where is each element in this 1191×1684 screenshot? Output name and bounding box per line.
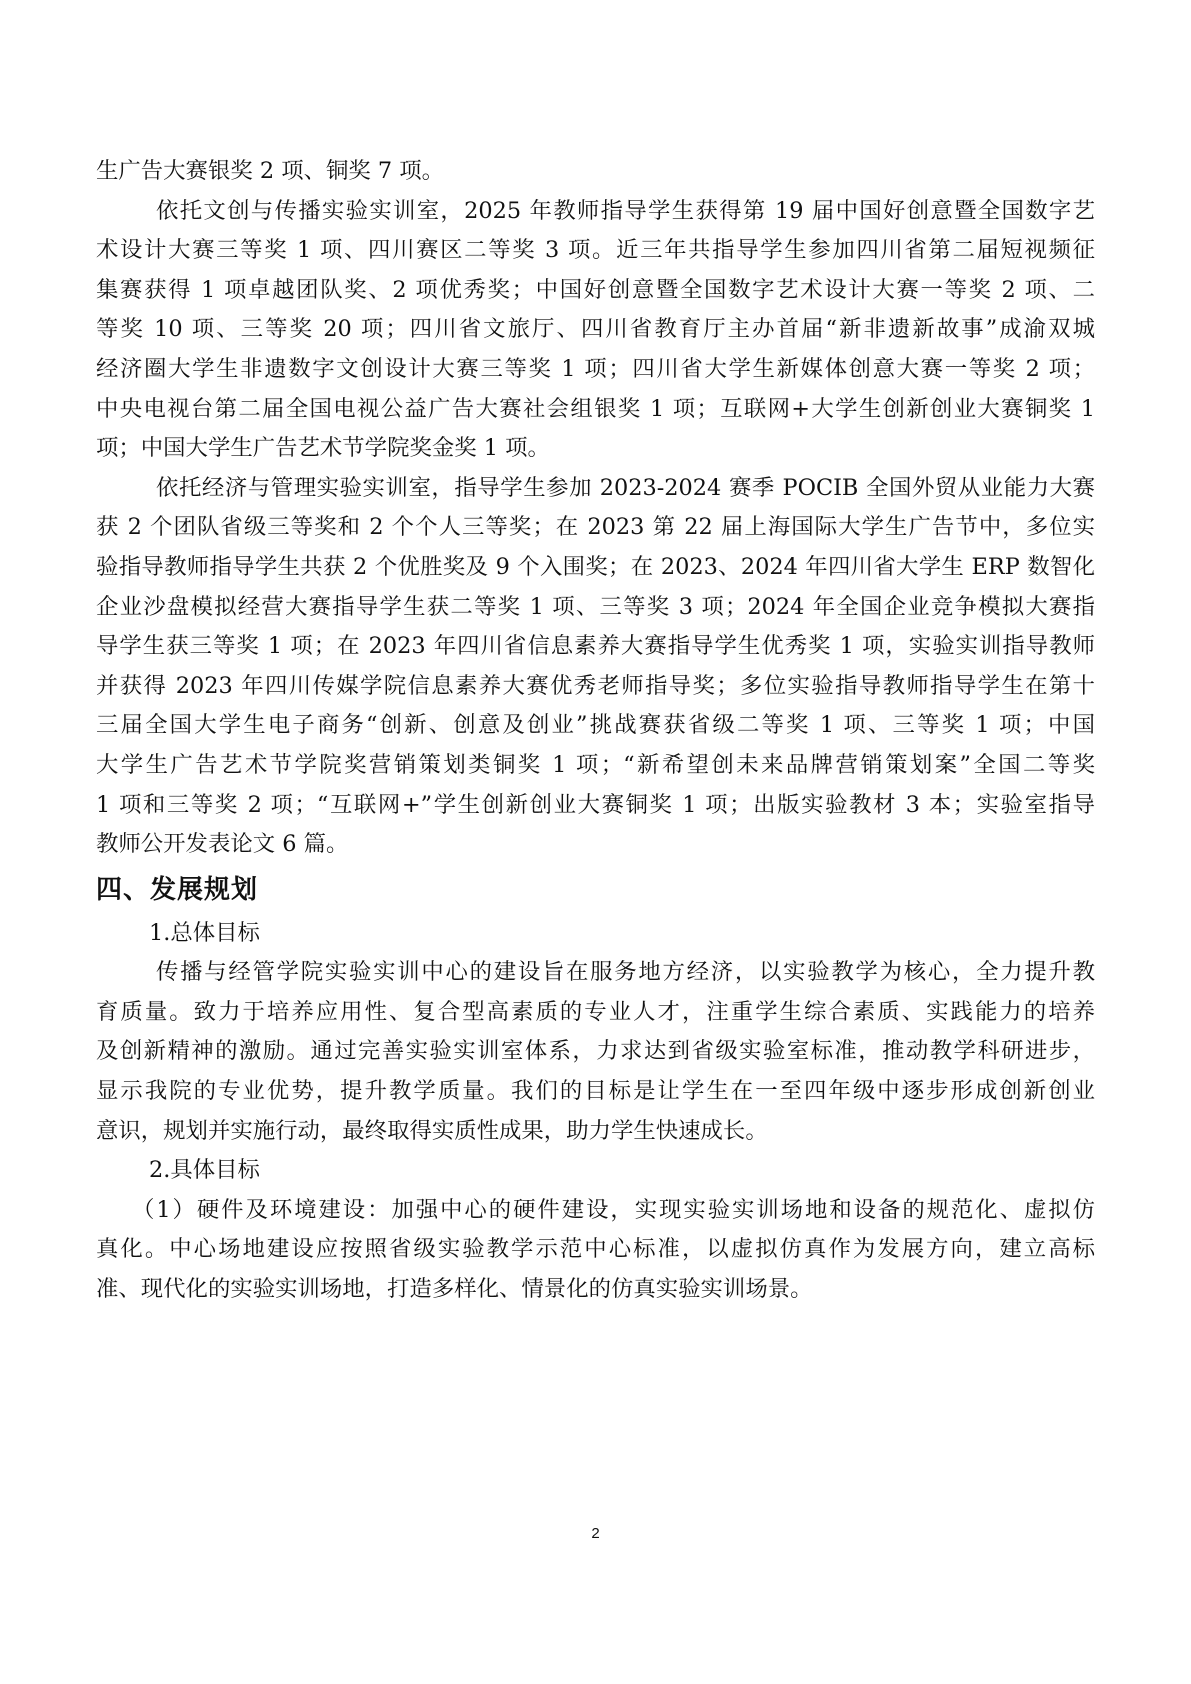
section-heading — [96, 865, 1095, 914]
subsection-title — [96, 1151, 1095, 1191]
text-line: 项；中国大学生广告艺术节学院奖金奖 1 项。 — [96, 435, 550, 462]
text-line: 集赛获得 1 项卓越团队奖、2 项优秀奖；中国好创意暨全国数字艺术设计大赛一等奖 2 项、二 — [96, 276, 1095, 303]
text-line: 显示我院的专业优势，提升教学质量。我们的目标是让学生在一至四年级中逐步形成创新创业 — [96, 1078, 1095, 1105]
paragraph — [96, 152, 1095, 192]
paragraph — [96, 192, 1095, 469]
text-line: 术设计大赛三等奖 1 项、四川赛区二等奖 3 项。近三年共指导学生参加四川省第二届短视频征 — [96, 237, 1095, 264]
text-line: 1.总体目标 — [149, 919, 260, 946]
paragraph — [96, 469, 1095, 865]
heading-text: 四、发展规划 — [96, 874, 259, 905]
text-line: 准、现代化的实验实训场地，打造多样化、情景化的仿真实验实训场景。 — [96, 1276, 813, 1303]
text-line: 1 项和三等奖 2 项；“互联网+”学生创新创业大赛铜奖 1 项；出版实验教材 3 本；实验室指导 — [96, 791, 1095, 818]
text-line: 及创新精神的激励。通过完善实验实训室体系，力求达到省级实验室标准，推动教学科研进步， — [96, 1038, 1095, 1065]
paragraph — [96, 953, 1095, 1151]
text-line: 企业沙盘模拟经营大赛指导学生获二等奖 1 项、三等奖 3 项；2024 年全国企业竞争模拟大赛指 — [96, 593, 1095, 620]
text-line: 三届全国大学生电子商务“创新、创意及创业”挑战赛获省级二等奖 1 项、三等奖 1 项；中国 — [96, 712, 1095, 739]
document-body — [96, 152, 1095, 1310]
text-line: 传播与经管学院实验实训中心的建设旨在服务地方经济，以实验教学为核心，全力提升教 — [156, 959, 1095, 986]
text-line: 育质量。致力于培养应用性、复合型高素质的专业人才，注重学生综合素质、实践能力的培养 — [96, 998, 1095, 1025]
text-line: 2.具体目标 — [149, 1157, 260, 1184]
subsection-title — [96, 914, 1095, 954]
text-line: 教师公开发表论文 6 篇。 — [96, 831, 349, 858]
text-line: 依托文创与传播实验实训室，2025 年教师指导学生获得第 19 届中国好创意暨全国数字艺 — [156, 197, 1095, 224]
text-line: 意识，规划并实施行动，最终取得实质性成果，助力学生快速成长。 — [96, 1117, 768, 1144]
text-line: 生广告大赛银奖 2 项、铜奖 7 项。 — [96, 158, 445, 184]
text-line: 大学生广告艺术节学院奖营销策划类铜奖 1 项；“新希望创未来品牌营销策划案”全国二等奖 — [96, 751, 1095, 778]
page-number: 2 — [591, 1525, 600, 1542]
text-line: 真化。中心场地建设应按照省级实验教学示范中心标准，以虚拟仿真作为发展方向，建立高标 — [96, 1236, 1095, 1263]
text-line: 导学生获三等奖 1 项；在 2023 年四川省信息素养大赛指导学生优秀奖 1 项，实验实训指导教师 — [96, 633, 1095, 660]
text-line: 中央电视台第二届全国电视公益广告大赛社会组银奖 1 项；互联网+大学生创新创业大赛铜奖 1 — [96, 395, 1095, 422]
text-line: 并获得 2023 年四川传媒学院信息素养大赛优秀老师指导奖；多位实验指导教师指导学生在第十 — [96, 672, 1095, 699]
text-line: 经济圈大学生非遗数字文创设计大赛三等奖 1 项；四川省大学生新媒体创意大赛一等奖 2 项； — [96, 355, 1095, 382]
text-line: 获 2 个团队省级三等奖和 2 个个人三等奖；在 2023 第 22 届上海国际大学生广告节中，多位实 — [96, 514, 1095, 541]
paragraph — [96, 1191, 1095, 1310]
text-line: 验指导教师指导学生共获 2 个优胜奖及 9 个入围奖；在 2023、2024 年四川省大学生 ERP 数智化 — [96, 553, 1095, 580]
text-line: （1）硬件及环境建设：加强中心的硬件建设，实现实验实训场地和设备的规范化、虚拟仿 — [132, 1196, 1095, 1223]
text-line: 等奖 10 项、三等奖 20 项；四川省文旅厅、四川省教育厅主办首届“新非遗新故事”成渝双城 — [96, 316, 1095, 343]
text-line: 依托经济与管理实验实训室，指导学生参加 2023-2024 赛季 POCIB 全国外贸从业能力大赛 — [156, 474, 1095, 501]
